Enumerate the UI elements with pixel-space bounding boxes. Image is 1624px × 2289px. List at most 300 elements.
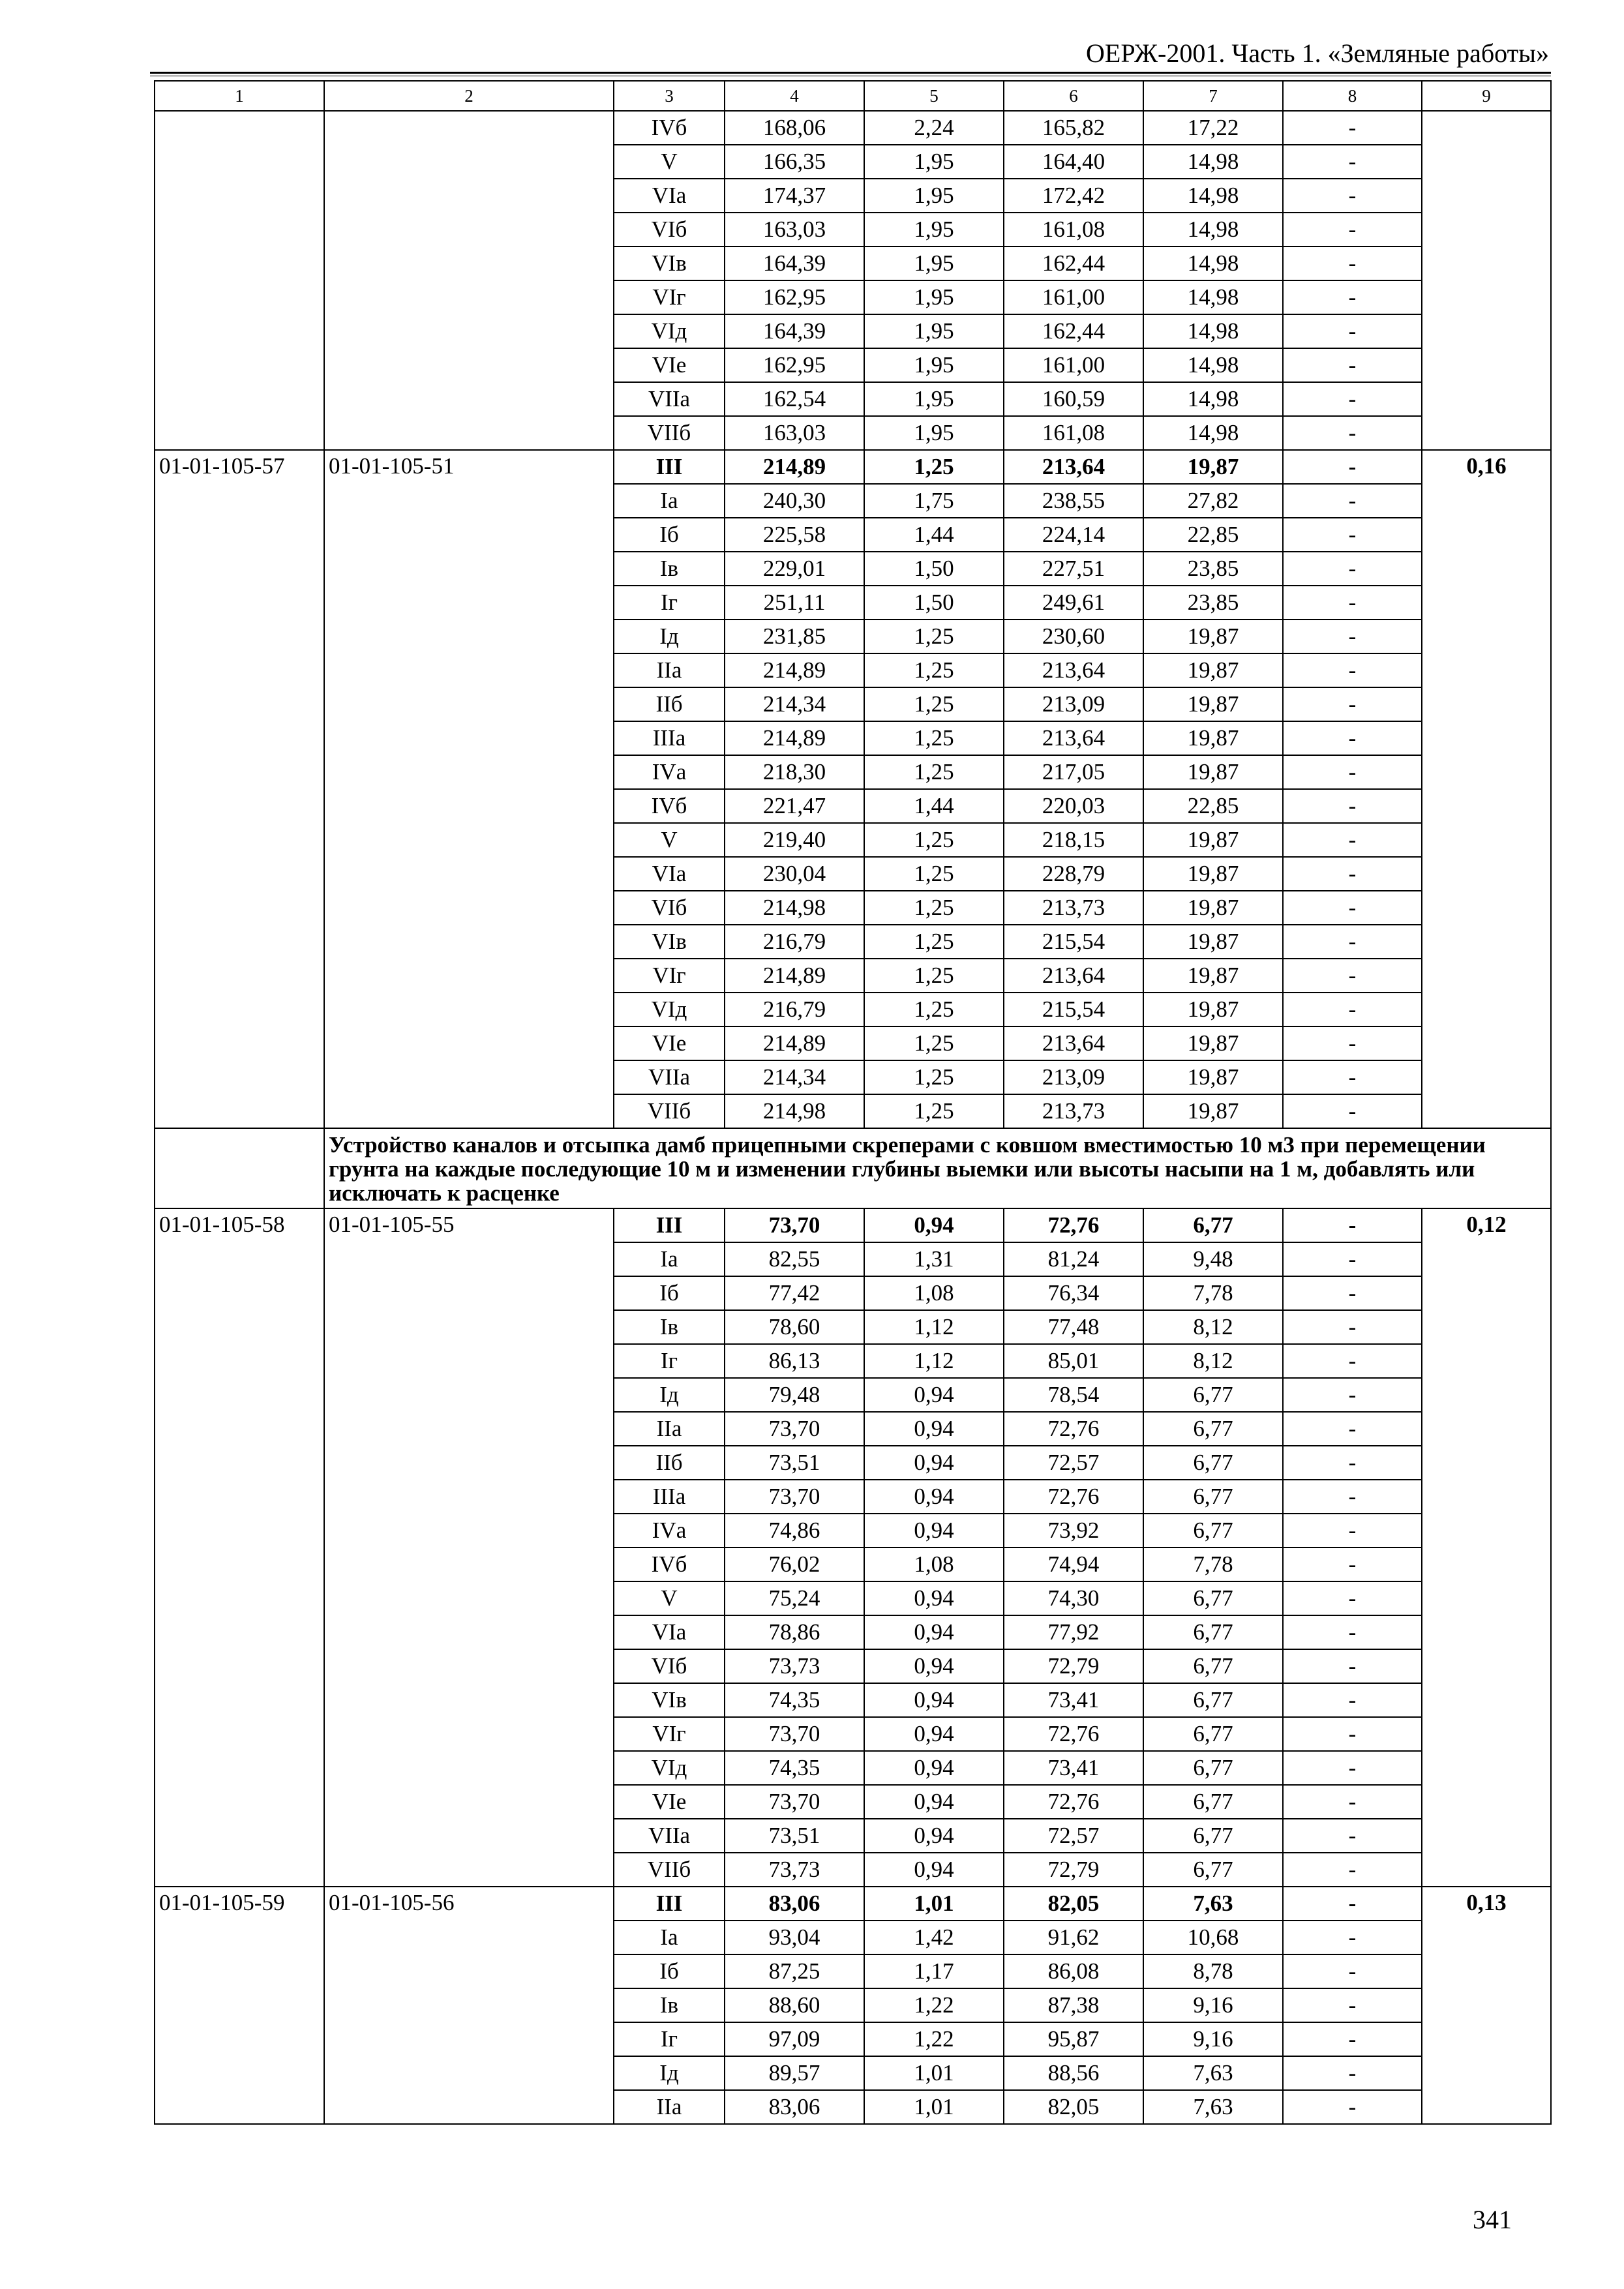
cell-total: 251,11 <box>725 586 864 620</box>
cell-wages: 0,94 <box>864 1446 1004 1480</box>
cell-wages: 1,12 <box>864 1310 1004 1344</box>
cell-wages: 1,25 <box>864 653 1004 687</box>
cell-machines: 78,54 <box>1004 1378 1143 1412</box>
cell-group: VIг <box>614 959 725 993</box>
cell-group: Iа <box>614 1921 725 1954</box>
cell-machines: 73,41 <box>1004 1683 1143 1717</box>
cell-machines: 224,14 <box>1004 518 1143 552</box>
cell-wages: 1,95 <box>864 280 1004 314</box>
cell-total: 214,89 <box>725 959 864 993</box>
cell-machines: 249,61 <box>1004 586 1143 620</box>
cell-machinist-wages: 14,98 <box>1143 280 1283 314</box>
cell-total: 174,37 <box>725 179 864 213</box>
cell-machines: 160,59 <box>1004 382 1143 416</box>
cell-materials: - <box>1283 1060 1422 1094</box>
cell-machinist-wages: 19,87 <box>1143 993 1283 1026</box>
cell-machinist-wages: 23,85 <box>1143 552 1283 586</box>
cell-machines: 76,34 <box>1004 1276 1143 1310</box>
cell-group: VIIб <box>614 1094 725 1128</box>
cell-wages: 1,95 <box>864 314 1004 348</box>
cell-machinist-wages: 6,77 <box>1143 1514 1283 1548</box>
cell-materials: - <box>1283 518 1422 552</box>
cell-machinist-wages: 14,98 <box>1143 382 1283 416</box>
cell-total: 73,73 <box>725 1649 864 1683</box>
cell-total: 74,86 <box>725 1514 864 1548</box>
cell-total: 162,95 <box>725 280 864 314</box>
cell-materials: - <box>1283 1819 1422 1853</box>
cell-group: VIа <box>614 179 725 213</box>
cell-machinist-wages: 14,98 <box>1143 145 1283 179</box>
cell-total: 97,09 <box>725 2022 864 2056</box>
cell-group: Iг <box>614 1344 725 1378</box>
cell-total: 164,39 <box>725 314 864 348</box>
cell-machines: 72,57 <box>1004 1446 1143 1480</box>
cell-group: Iд <box>614 1378 725 1412</box>
cell-machines: 161,00 <box>1004 280 1143 314</box>
cell-machinist-wages: 6,77 <box>1143 1751 1283 1785</box>
cell-total: 164,39 <box>725 247 864 280</box>
reference-code: 01-01-105-55 <box>324 1208 614 1887</box>
reference-code: 01-01-105-51 <box>324 450 614 1128</box>
cell-machinist-wages: 19,87 <box>1143 755 1283 789</box>
cell-materials: - <box>1283 111 1422 145</box>
cell-materials: - <box>1283 1954 1422 1988</box>
cell-materials: - <box>1283 1446 1422 1480</box>
cell-materials: - <box>1283 1094 1422 1128</box>
cell-group: IIа <box>614 653 725 687</box>
cell-machinist-wages: 19,87 <box>1143 959 1283 993</box>
cell-materials: - <box>1283 1514 1422 1548</box>
cell-total: 86,13 <box>725 1344 864 1378</box>
cell-group: Iб <box>614 1954 725 1988</box>
cell-materials: - <box>1283 687 1422 721</box>
cell-group: VIIа <box>614 1819 725 1853</box>
cell-machines: 217,05 <box>1004 755 1143 789</box>
cell-wages: 1,25 <box>864 1026 1004 1060</box>
cell-total: 82,55 <box>725 1242 864 1276</box>
cell-materials: - <box>1283 857 1422 891</box>
table-row <box>155 450 1551 484</box>
cell-machines: 227,51 <box>1004 552 1143 586</box>
cell-wages: 0,94 <box>864 1683 1004 1717</box>
cell-total: 83,06 <box>725 1887 864 1921</box>
cell-total: 79,48 <box>725 1378 864 1412</box>
cell-total: 73,73 <box>725 1853 864 1887</box>
cell-total: 163,03 <box>725 213 864 247</box>
cell-machinist-wages: 19,87 <box>1143 925 1283 959</box>
column-number-9: 9 <box>1422 81 1551 111</box>
cell-machinist-wages: 27,82 <box>1143 484 1283 518</box>
cell-machines: 91,62 <box>1004 1921 1143 1954</box>
cell-group: III <box>614 1887 725 1921</box>
cell-machines: 81,24 <box>1004 1242 1143 1276</box>
cell-machinist-wages: 6,77 <box>1143 1717 1283 1751</box>
cell-materials: - <box>1283 1785 1422 1819</box>
cell-materials: - <box>1283 1208 1422 1242</box>
cell-group: VIд <box>614 993 725 1026</box>
cell-total: 75,24 <box>725 1581 864 1615</box>
cell-group: V <box>614 1581 725 1615</box>
cell-machinist-wages: 19,87 <box>1143 1060 1283 1094</box>
cell-machines: 162,44 <box>1004 247 1143 280</box>
cell-wages: 1,25 <box>864 1094 1004 1128</box>
cell-wages: 0,94 <box>864 1853 1004 1887</box>
cell-group: III <box>614 1208 725 1242</box>
cell-materials: - <box>1283 1887 1422 1921</box>
cell-wages: 0,94 <box>864 1581 1004 1615</box>
cell-group: V <box>614 823 725 857</box>
cell-machinist-wages: 22,85 <box>1143 789 1283 823</box>
cell-total: 73,70 <box>725 1717 864 1751</box>
cell-machines: 213,64 <box>1004 959 1143 993</box>
cell-machinist-wages: 19,87 <box>1143 620 1283 653</box>
cell-total: 214,89 <box>725 653 864 687</box>
cell-machines: 72,76 <box>1004 1412 1143 1446</box>
cell-machines: 164,40 <box>1004 145 1143 179</box>
cell-group: IIIа <box>614 721 725 755</box>
cell-machinist-wages: 10,68 <box>1143 1921 1283 1954</box>
cell-total: 214,34 <box>725 1060 864 1094</box>
cell-machinist-wages: 7,63 <box>1143 2056 1283 2090</box>
cell-total: 214,89 <box>725 721 864 755</box>
cell-machinist-wages: 6,77 <box>1143 1480 1283 1514</box>
cell-wages: 1,08 <box>864 1548 1004 1581</box>
cell-machines: 213,73 <box>1004 1094 1143 1128</box>
cell-materials: - <box>1283 314 1422 348</box>
cell-materials: - <box>1283 1026 1422 1060</box>
cell-machines: 72,57 <box>1004 1819 1143 1853</box>
cell-wages: 1,75 <box>864 484 1004 518</box>
cell-wages: 0,94 <box>864 1819 1004 1853</box>
cell-total: 162,95 <box>725 348 864 382</box>
cell-machines: 72,76 <box>1004 1208 1143 1242</box>
cell-machinist-wages: 19,87 <box>1143 450 1283 484</box>
description-spacer <box>155 1128 324 1208</box>
cell-total: 162,54 <box>725 382 864 416</box>
cell-materials: - <box>1283 280 1422 314</box>
cell-total: 229,01 <box>725 552 864 586</box>
cell-materials: - <box>1283 2056 1422 2090</box>
cell-machines: 87,38 <box>1004 1988 1143 2022</box>
cell-machines: 95,87 <box>1004 2022 1143 2056</box>
cell-machines: 72,76 <box>1004 1480 1143 1514</box>
cell-wages: 0,94 <box>864 1412 1004 1446</box>
cell-materials: - <box>1283 1649 1422 1683</box>
rate-code: 01-01-105-57 <box>155 450 324 1128</box>
labor-cost: 0,16 <box>1422 450 1551 1128</box>
rate-code: 01-01-105-59 <box>155 1887 324 2124</box>
cell-machinist-wages: 6,77 <box>1143 1446 1283 1480</box>
cell-materials: - <box>1283 1548 1422 1581</box>
column-number-2: 2 <box>324 81 614 111</box>
cell-total: 83,06 <box>725 2090 864 2124</box>
cell-machinist-wages: 8,12 <box>1143 1310 1283 1344</box>
cell-wages: 1,25 <box>864 1060 1004 1094</box>
cell-group: VIIб <box>614 416 725 450</box>
page-header: ОЕРЖ-2001. Часть 1. «Земляные работы» <box>1086 38 1549 68</box>
cell-group: Iг <box>614 586 725 620</box>
cell-group: VIг <box>614 1717 725 1751</box>
cell-wages: 1,50 <box>864 586 1004 620</box>
cell-wages: 1,44 <box>864 518 1004 552</box>
cell-wages: 0,94 <box>864 1378 1004 1412</box>
cell-total: 214,98 <box>725 891 864 925</box>
reference-code: 01-01-105-56 <box>324 1887 614 2124</box>
cell-materials: - <box>1283 552 1422 586</box>
cell-machines: 77,92 <box>1004 1615 1143 1649</box>
cell-machines: 215,54 <box>1004 993 1143 1026</box>
cell-wages: 1,01 <box>864 1887 1004 1921</box>
page-number: 341 <box>1473 2205 1512 2234</box>
cell-machines: 73,41 <box>1004 1751 1143 1785</box>
cell-machines: 213,64 <box>1004 1026 1143 1060</box>
cell-group: V <box>614 145 725 179</box>
cell-wages: 1,25 <box>864 687 1004 721</box>
cell-machinist-wages: 14,98 <box>1143 213 1283 247</box>
cell-machinist-wages: 14,98 <box>1143 179 1283 213</box>
cell-machines: 82,05 <box>1004 1887 1143 1921</box>
cell-machinist-wages: 19,87 <box>1143 1026 1283 1060</box>
cell-wages: 1,95 <box>864 382 1004 416</box>
cell-materials: - <box>1283 789 1422 823</box>
cell-machines: 74,30 <box>1004 1581 1143 1615</box>
cell-wages: 1,95 <box>864 145 1004 179</box>
cell-group: VIIа <box>614 382 725 416</box>
cell-group: Iа <box>614 484 725 518</box>
cell-total: 87,25 <box>725 1954 864 1988</box>
cell-wages: 1,95 <box>864 213 1004 247</box>
cell-wages: 1,95 <box>864 247 1004 280</box>
cell-wages: 0,94 <box>864 1480 1004 1514</box>
cell-group: VIIа <box>614 1060 725 1094</box>
rate-code <box>155 111 324 450</box>
cell-machinist-wages: 6,77 <box>1143 1683 1283 1717</box>
cell-machines: 213,09 <box>1004 687 1143 721</box>
cell-machines: 82,05 <box>1004 2090 1143 2124</box>
cell-wages: 1,25 <box>864 620 1004 653</box>
cell-total: 89,57 <box>725 2056 864 2090</box>
cell-group: IVа <box>614 1514 725 1548</box>
column-number-6: 6 <box>1004 81 1143 111</box>
labor-cost <box>1422 111 1551 450</box>
reference-code <box>324 111 614 450</box>
cell-machinist-wages: 7,78 <box>1143 1276 1283 1310</box>
cell-wages: 0,94 <box>864 1751 1004 1785</box>
cell-machinist-wages: 8,78 <box>1143 1954 1283 1988</box>
cell-machines: 161,08 <box>1004 213 1143 247</box>
cell-wages: 0,94 <box>864 1785 1004 1819</box>
cell-materials: - <box>1283 1853 1422 1887</box>
cell-materials: - <box>1283 247 1422 280</box>
cell-materials: - <box>1283 416 1422 450</box>
cell-materials: - <box>1283 1615 1422 1649</box>
cell-total: 214,98 <box>725 1094 864 1128</box>
cell-wages: 1,25 <box>864 959 1004 993</box>
cell-materials: - <box>1283 925 1422 959</box>
cell-wages: 1,22 <box>864 2022 1004 2056</box>
cell-machines: 88,56 <box>1004 2056 1143 2090</box>
cell-wages: 1,25 <box>864 925 1004 959</box>
cell-wages: 1,95 <box>864 348 1004 382</box>
cell-machinist-wages: 19,87 <box>1143 857 1283 891</box>
cell-machinist-wages: 22,85 <box>1143 518 1283 552</box>
cell-wages: 1,22 <box>864 1988 1004 2022</box>
table-row <box>155 111 1551 145</box>
cell-total: 219,40 <box>725 823 864 857</box>
cell-materials: - <box>1283 1717 1422 1751</box>
cell-total: 230,04 <box>725 857 864 891</box>
cell-wages: 1,25 <box>864 823 1004 857</box>
cell-total: 73,70 <box>725 1412 864 1446</box>
cell-wages: 1,17 <box>864 1954 1004 1988</box>
cell-group: Iв <box>614 1988 725 2022</box>
cell-materials: - <box>1283 450 1422 484</box>
column-number-1: 1 <box>155 81 324 111</box>
cell-materials: - <box>1283 1412 1422 1446</box>
cell-wages: 1,50 <box>864 552 1004 586</box>
cell-total: 214,89 <box>725 1026 864 1060</box>
cell-machinist-wages: 6,77 <box>1143 1581 1283 1615</box>
cell-total: 78,60 <box>725 1310 864 1344</box>
cell-group: IVб <box>614 789 725 823</box>
cell-materials: - <box>1283 721 1422 755</box>
cell-group: VIг <box>614 280 725 314</box>
cell-wages: 0,94 <box>864 1615 1004 1649</box>
cell-machinist-wages: 6,77 <box>1143 1785 1283 1819</box>
cell-machinist-wages: 23,85 <box>1143 586 1283 620</box>
cell-machinist-wages: 6,77 <box>1143 1819 1283 1853</box>
cell-group: VIа <box>614 1615 725 1649</box>
rate-code: 01-01-105-58 <box>155 1208 324 1887</box>
cell-group: IIа <box>614 1412 725 1446</box>
cell-machines: 238,55 <box>1004 484 1143 518</box>
cell-machines: 72,76 <box>1004 1785 1143 1819</box>
cell-machines: 213,64 <box>1004 721 1143 755</box>
cell-group: Iа <box>614 1242 725 1276</box>
cell-total: 166,35 <box>725 145 864 179</box>
cell-machines: 73,92 <box>1004 1514 1143 1548</box>
cell-group: IIб <box>614 1446 725 1480</box>
cell-materials: - <box>1283 586 1422 620</box>
cell-machines: 172,42 <box>1004 179 1143 213</box>
cell-wages: 1,25 <box>864 993 1004 1026</box>
cell-materials: - <box>1283 484 1422 518</box>
cell-materials: - <box>1283 1683 1422 1717</box>
cell-machines: 161,08 <box>1004 416 1143 450</box>
cell-wages: 0,94 <box>864 1717 1004 1751</box>
cell-materials: - <box>1283 1581 1422 1615</box>
cell-total: 73,51 <box>725 1819 864 1853</box>
cell-machinist-wages: 19,87 <box>1143 891 1283 925</box>
cell-wages: 1,25 <box>864 755 1004 789</box>
cell-wages: 1,12 <box>864 1344 1004 1378</box>
cell-group: IVб <box>614 111 725 145</box>
cell-machines: 228,79 <box>1004 857 1143 891</box>
column-number-5: 5 <box>864 81 1004 111</box>
cell-group: IVа <box>614 755 725 789</box>
cell-group: III <box>614 450 725 484</box>
section-description: Устройство каналов и отсыпка дамб прицепными скреперами с ковшом вместимостью 10 м3 при перемещении грунта на каждые последующие 10 м и изменении глубины выемки или высоты насыпи на 1 м, добавлять или исключать к расценке <box>324 1128 1551 1208</box>
cell-materials: - <box>1283 348 1422 382</box>
cell-machines: 74,94 <box>1004 1548 1143 1581</box>
cell-machines: 213,64 <box>1004 450 1143 484</box>
cell-total: 216,79 <box>725 925 864 959</box>
cell-total: 73,70 <box>725 1480 864 1514</box>
cell-machinist-wages: 6,77 <box>1143 1412 1283 1446</box>
cell-machines: 161,00 <box>1004 348 1143 382</box>
cell-wages: 0,94 <box>864 1208 1004 1242</box>
cell-group: VIб <box>614 891 725 925</box>
cell-materials: - <box>1283 213 1422 247</box>
rates-table <box>154 80 1552 2125</box>
cell-total: 76,02 <box>725 1548 864 1581</box>
cell-machines: 215,54 <box>1004 925 1143 959</box>
cell-wages: 1,95 <box>864 416 1004 450</box>
cell-materials: - <box>1283 1921 1422 1954</box>
cell-machines: 213,73 <box>1004 891 1143 925</box>
cell-total: 73,51 <box>725 1446 864 1480</box>
cell-machines: 72,76 <box>1004 1717 1143 1751</box>
table-row <box>155 1208 1551 1242</box>
cell-wages: 0,94 <box>864 1514 1004 1548</box>
cell-machinist-wages: 6,77 <box>1143 1615 1283 1649</box>
cell-total: 216,79 <box>725 993 864 1026</box>
cell-machinist-wages: 6,77 <box>1143 1649 1283 1683</box>
cell-wages: 1,25 <box>864 721 1004 755</box>
cell-machines: 230,60 <box>1004 620 1143 653</box>
cell-machinist-wages: 9,48 <box>1143 1242 1283 1276</box>
cell-machinist-wages: 6,77 <box>1143 1853 1283 1887</box>
cell-machines: 77,48 <box>1004 1310 1143 1344</box>
cell-machinist-wages: 14,98 <box>1143 416 1283 450</box>
cell-materials: - <box>1283 1310 1422 1344</box>
cell-materials: - <box>1283 1480 1422 1514</box>
cell-materials: - <box>1283 823 1422 857</box>
cell-machinist-wages: 6,77 <box>1143 1208 1283 1242</box>
cell-total: 74,35 <box>725 1751 864 1785</box>
cell-machinist-wages: 14,98 <box>1143 314 1283 348</box>
cell-machines: 85,01 <box>1004 1344 1143 1378</box>
cell-materials: - <box>1283 620 1422 653</box>
cell-machines: 220,03 <box>1004 789 1143 823</box>
cell-total: 214,89 <box>725 450 864 484</box>
cell-materials: - <box>1283 755 1422 789</box>
cell-group: IIа <box>614 2090 725 2124</box>
cell-machinist-wages: 19,87 <box>1143 721 1283 755</box>
cell-materials: - <box>1283 2090 1422 2124</box>
cell-group: Iг <box>614 2022 725 2056</box>
cell-group: VIв <box>614 925 725 959</box>
cell-machinist-wages: 19,87 <box>1143 823 1283 857</box>
cell-group: VIв <box>614 1683 725 1717</box>
cell-total: 77,42 <box>725 1276 864 1310</box>
cell-group: VIд <box>614 314 725 348</box>
cell-group: Iд <box>614 2056 725 2090</box>
cell-group: VIд <box>614 1751 725 1785</box>
cell-materials: - <box>1283 1751 1422 1785</box>
cell-wages: 1,42 <box>864 1921 1004 1954</box>
cell-wages: 0,94 <box>864 1649 1004 1683</box>
cell-group: IIIа <box>614 1480 725 1514</box>
cell-total: 78,86 <box>725 1615 864 1649</box>
cell-total: 88,60 <box>725 1988 864 2022</box>
cell-machinist-wages: 9,16 <box>1143 1988 1283 2022</box>
cell-total: 240,30 <box>725 484 864 518</box>
section-description-row <box>155 1128 1551 1208</box>
cell-materials: - <box>1283 1242 1422 1276</box>
cell-machinist-wages: 19,87 <box>1143 687 1283 721</box>
cell-group: VIв <box>614 247 725 280</box>
